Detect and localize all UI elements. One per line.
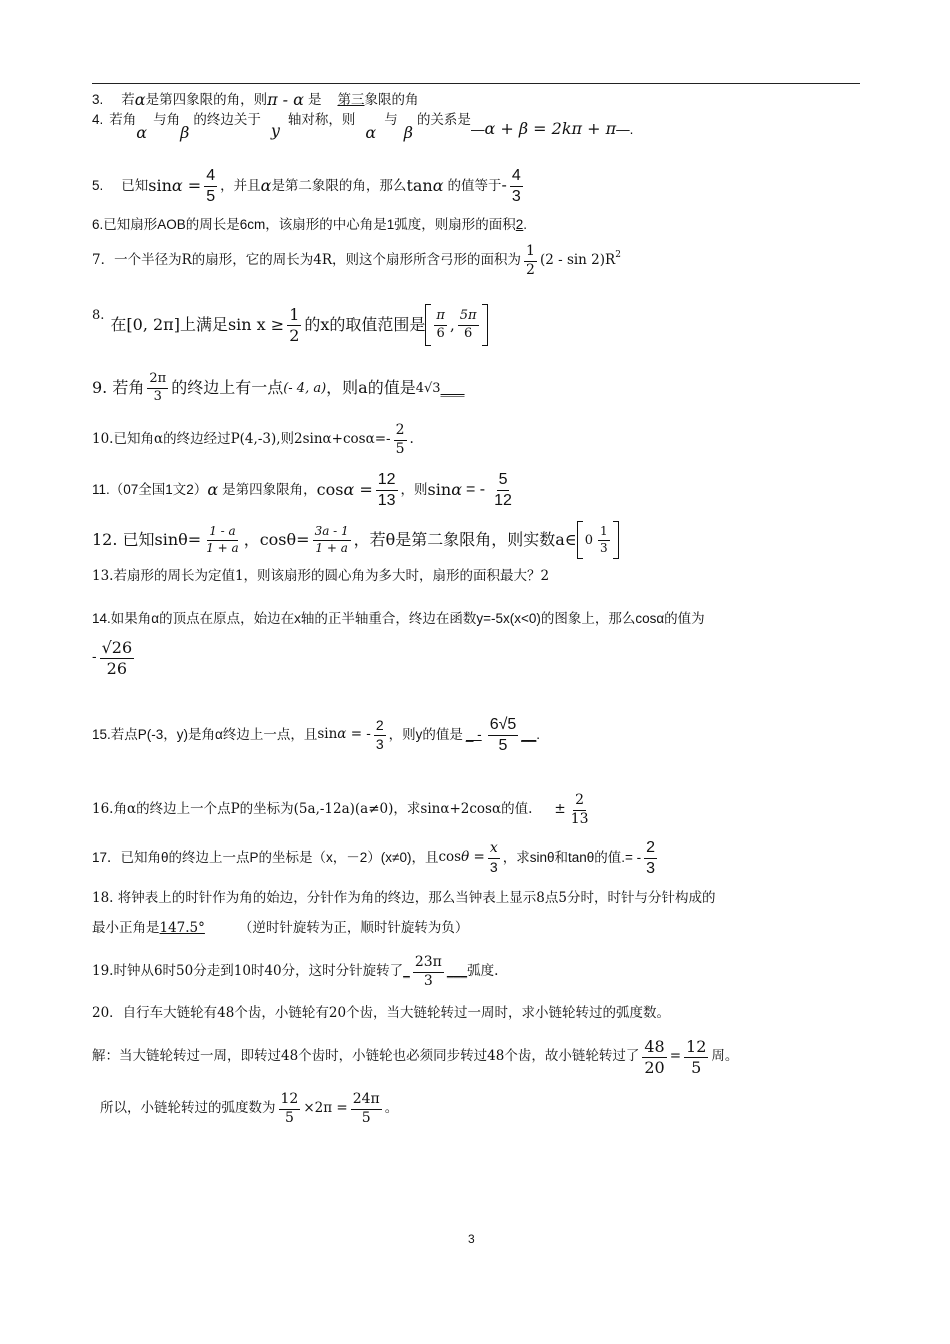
question-6: 6.已知扇形AOB的周长是6cm，该扇形的中心角是1弧度，则扇形的面积 2 . <box>92 217 528 232</box>
q20-solution-text: 解：当大链轮转过一周，即转过48个齿时，小链轮也必须同步转过48个齿，故小链轮转过了 <box>92 1048 640 1065</box>
question-11: 11.（07全国1文2） α 是第四象限角， cosα = $\frac{12}{13}$ ，则 sinα = - $\frac{5}{12}$ <box>92 470 512 509</box>
q20-text: 20．自行车大链轮有48个齿，小链轮有20个齿，当大链轮转过一周时，求小链轮转过的弧度数。 <box>92 1005 671 1021</box>
question-20-solution-line-2: 所以，小链轮转过的弧度数为 $\frac{12}{5}$ ×2π = $\frac{24\pi}{5}$ 。 <box>100 1091 399 1126</box>
q20-fraction-12-5: $\frac{12}{5}$ <box>686 1036 707 1077</box>
q9-fraction: $\frac{2\pi}{3}$ <box>149 371 167 404</box>
q9-answer: 4√3 <box>415 380 441 396</box>
q5-text: 是第二象限的角，那么 <box>271 178 407 194</box>
q15-text: 15.若点P(-3，y)是角α终边上一点，且 <box>92 727 318 743</box>
q19-text: 弧度. <box>467 963 499 980</box>
q3-text: 是 <box>307 92 322 108</box>
question-15: 15.若点P(-3，y)是角α终边上一点，且 sinα = - $\frac{2}{3}$ ，则y的值是 _ - $\frac{6√5}{5}$ __ . <box>92 715 541 754</box>
q13-text: 13.若扇形的周长为定值1，则该扇形的圆心角为多大时，扇形的面积最大？2 <box>92 568 550 584</box>
q18-text: 18. 将钟表上的时针作为角的始边，分针作为角的终边，那么当钟表上显示8点5分时，时针与分针构成的 <box>92 890 716 906</box>
q3-number: 3. <box>92 92 104 108</box>
q18-text: （逆时针旋转为正，顺时针旋转为负） <box>238 920 469 936</box>
question-20 <box>92 1007 670 1021</box>
q8-fraction: $\frac{1}{2}$ <box>289 304 300 345</box>
q8-number: 8. <box>92 307 105 323</box>
q4-number: 4. <box>92 112 104 127</box>
q11-text: ，则 <box>400 482 428 498</box>
q5-text: 的值等于 <box>447 178 502 194</box>
q9-text: ，则a的值是 <box>326 378 416 397</box>
q7-fraction: $\frac{1}{2}$ <box>526 243 535 278</box>
q12-text: ，cosθ= <box>243 530 310 549</box>
q19-answer-fraction: $\frac{23\pi}{3}$ <box>414 954 442 989</box>
question-7: 7．一个半径为R的扇形，它的周长为4R，则这个扇形所含弓形的面积为 $\frac{1}{2}$ (2 - sin 2)R $^2$ <box>92 243 621 278</box>
question-17: 17．已知角θ的终边上一点P的坐标是（x，－2）(x≠0)，且 cosθ = $\frac{x}{3}$ ，求sinθ和tanθ的值. = - $\frac{2}{3}$ <box>92 838 656 877</box>
q20-answer-fraction: $\frac{24\pi}{5}$ <box>352 1091 380 1126</box>
question-14-answer: - $\frac{√26}{26}$ <box>92 637 133 678</box>
question-19: 19.时钟从6时50分走到10时40分，这时分针旋转了 _ $\frac{23\pi}{3}$ ___ 弧度. <box>92 954 499 989</box>
q12-sin-fraction: $\frac{1 - a}{1 + a}$ <box>206 524 239 555</box>
question-4: 4. 若角 α 与角 β 的终边关于 y 轴对称，则 α 与 β 的关系是 —α + β = 2kπ + π—. <box>92 112 634 142</box>
q20-fraction-48-20: $\frac{48}{20}$ <box>644 1036 665 1077</box>
q17-cos-fraction: $\frac{x}{3}$ <box>489 840 498 875</box>
q15-answer-fraction: $\frac{6√5}{5}$ <box>489 715 517 754</box>
q16-answer-fraction: $\frac{2}{13}$ <box>570 792 589 827</box>
q4-text: 与 <box>384 112 398 127</box>
q7-text: 7．一个半径为R的扇形，它的周长为4R，则这个扇形所含弓形的面积为 <box>92 252 522 269</box>
question-13 <box>92 570 549 584</box>
q12-answer-interval: 0 $\frac{1}{3}$ <box>577 521 619 559</box>
page-number: 3 <box>468 1232 475 1246</box>
q17-answer-fraction: $\frac{2}{3}$ <box>646 838 656 877</box>
q6-answer: 2 <box>515 217 524 232</box>
q3-expr: π - α <box>267 90 304 109</box>
q3-text: 是第四象限的角，则 <box>145 92 268 108</box>
question-14 <box>92 612 705 626</box>
q4-text: 若角 <box>109 112 137 127</box>
q11-text: 是第四象限角， <box>222 482 317 498</box>
q3-answer: 第三 <box>337 92 365 108</box>
q11-cos-fraction: $\frac{12}{13}$ <box>377 470 396 509</box>
header-rule <box>92 83 860 84</box>
q10-fraction: $\frac{2}{5}$ <box>395 422 405 457</box>
q7-answer: (2 - sin 2)R <box>539 252 616 269</box>
q4-answer: α + β = 2kπ + π <box>484 119 617 138</box>
q15-sin-fraction: $\frac{2}{3}$ <box>375 717 384 752</box>
q3-text: 象限的角 <box>364 92 419 108</box>
question-18-line-2 <box>92 922 468 936</box>
q20-fraction-12-5b: $\frac{12}{5}$ <box>280 1091 299 1126</box>
q10-text: 10.已知角α的终边经过P(4,-3),则2sinα+cosα=- <box>92 431 391 448</box>
question-9: 9. 若角 $\frac{2\pi}{3}$ 的终边上有一点 (- 4, a) ，则a的值是 4√3 ___ <box>92 371 465 404</box>
q16-text: 16.角α的终边上一个点P的坐标为(5a,-12a)(a≠0)，求sinα+2cosα的值. <box>92 801 533 818</box>
q4-text: 的关系是 <box>416 112 471 127</box>
q12-cos-fraction: $\frac{3a - 1}{1 + a}$ <box>314 524 349 555</box>
q12-text: 12. 已知sinθ= <box>92 530 202 549</box>
question-3: 3. 若 α 是第四象限的角，则 π - α 是 第三 象限的角 <box>92 90 419 109</box>
q17-text: ，求sinθ和tanθ的值. <box>502 850 626 866</box>
q8-text: 在[0, 2π]上满足sin x ≥ <box>110 315 285 334</box>
question-20-solution-line-1: 解：当大链轮转过一周，即转过48个齿时，小链轮也必须同步转过48个齿，故小链轮转过了 $\frac{48}{20}$ = $\frac{12}{5}$ 周。 <box>92 1036 739 1077</box>
question-18-line-1 <box>92 892 715 906</box>
q11-answer-fraction: $\frac{5}{12}$ <box>494 470 512 509</box>
q4-text: 与角 <box>153 112 181 127</box>
q11-text: 11.（07全国1文2） <box>92 482 208 498</box>
q9-text: 的终边上有一点 <box>171 378 284 397</box>
q17-text: 17．已知角θ的终边上一点P的坐标是（x，－2）(x≠0)，且 <box>92 850 439 866</box>
q12-text: ，若θ是第二象限角，则实数a∈ <box>353 530 577 549</box>
q8-text: 的x的取值范围是 <box>304 315 426 334</box>
q3-text: 若 <box>121 92 135 108</box>
question-8 <box>92 300 488 350</box>
q18-text: 最小正角是 <box>92 920 160 936</box>
question-10: 10.已知角α的终边经过P(4,-3),则2sinα+cosα=- $\frac{2}{5}$ . <box>92 422 414 457</box>
q5-given-fraction: $\frac{4}{5}$ <box>206 166 216 205</box>
q20-solution-text: 所以，小链轮转过的弧度数为 <box>100 1100 276 1117</box>
q15-text: ，则y的值是 <box>388 727 463 743</box>
q8-answer-interval: $\frac{\pi}{6}$ , $\frac{5\pi}{6}$ <box>425 304 487 346</box>
q14-answer-fraction: $\frac{√26}{26}$ <box>101 637 133 678</box>
q14-text: 14.如果角α的顶点在原点，始边在x轴的正半轴重合，终边在函数y=-5x(x<0)的图象上，那么cosα的值为 <box>92 611 705 626</box>
q19-text: 19.时钟从6时50分走到10时40分，这时分针旋转了 <box>92 963 404 980</box>
q4-text: 轴对称，则 <box>287 112 356 127</box>
q5-text: 已知 <box>121 178 149 194</box>
question-12 <box>92 520 619 560</box>
q6-text: 6.已知扇形AOB的周长是6cm，该扇形的中心角是1弧度，则扇形的面积 <box>92 217 516 232</box>
q5-answer-fraction: $\frac{4}{3}$ <box>511 166 521 205</box>
q9-text: 9. 若角 <box>92 378 145 397</box>
question-16: 16.角α的终边上一个点P的坐标为(5a,-12a)(a≠0)，求sinα+2cosα的值. ± $\frac{2}{13}$ <box>92 792 589 827</box>
q5-text: ，并且 <box>220 178 261 194</box>
q4-text: 的终边关于 <box>193 112 261 127</box>
q18-answer: 147.5° <box>159 920 205 936</box>
question-5: 5. 已知 sinα = $\frac{4}{5}$ ，并且 α 是第二象限的角，那么 tanα 的值等于 - $\frac{4}{3}$ <box>92 166 521 205</box>
q5-number: 5. <box>92 178 104 194</box>
